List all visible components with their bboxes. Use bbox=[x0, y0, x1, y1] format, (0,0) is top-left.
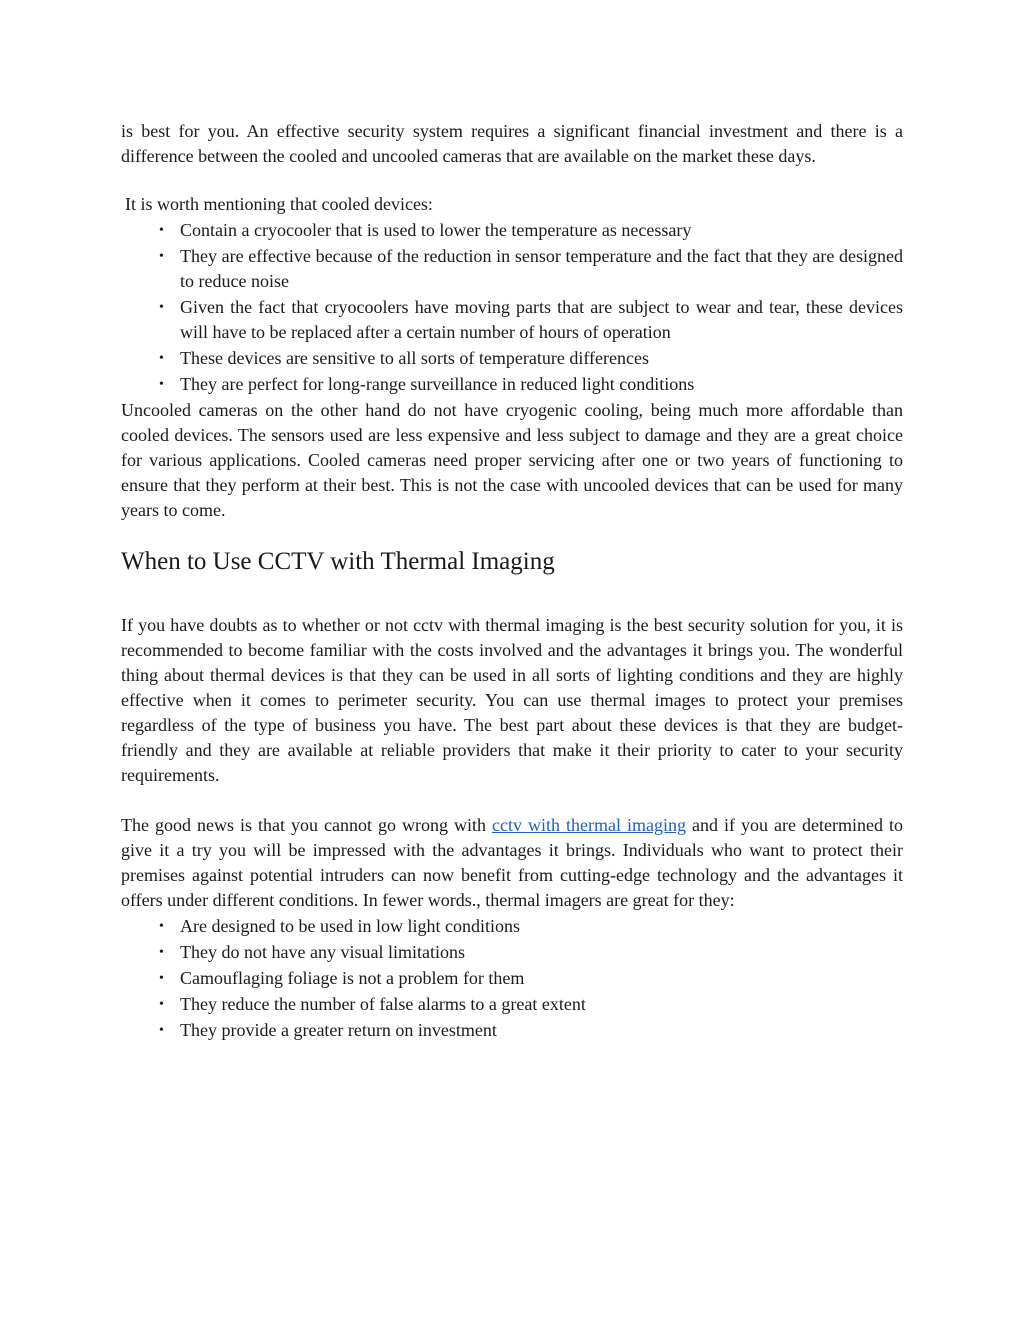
section-heading: When to Use CCTV with Thermal Imaging bbox=[121, 548, 555, 575]
list-item: • These devices are sensitive to all sorts of temperature differences bbox=[121, 346, 903, 371]
cctv-thermal-imaging-link[interactable]: cctv with thermal imaging bbox=[492, 815, 687, 835]
list-item: • They are perfect for long-range surveillance in reduced light conditions bbox=[121, 372, 903, 397]
list-item: • They reduce the number of false alarms to a great extent bbox=[121, 992, 903, 1017]
bullet-icon: • bbox=[159, 223, 164, 238]
list-item: • They provide a greater return on investment bbox=[121, 1018, 903, 1043]
bullet-icon: • bbox=[159, 249, 164, 264]
list-item: • Are designed to be used in low light conditions bbox=[121, 914, 903, 939]
bullet-icon: • bbox=[159, 919, 164, 934]
bullet-icon: • bbox=[159, 971, 164, 986]
intro-paragraph: is best for you. An effective security system requires a significant financial investment and there is a difference between the cooled and uncooled cameras that are available on the market these days. bbox=[121, 121, 903, 166]
bullet-icon: • bbox=[159, 377, 164, 392]
cooled-devices-intro: It is worth mentioning that cooled devices: bbox=[125, 194, 433, 214]
bullet-icon: • bbox=[159, 945, 164, 960]
bullet-icon: • bbox=[159, 1023, 164, 1038]
list-item: • Camouflaging foliage is not a problem for them bbox=[121, 966, 903, 991]
list-item: • Contain a cryocooler that is used to lower the temperature as necessary bbox=[121, 218, 903, 243]
uncooled-paragraph: Uncooled cameras on the other hand do not have cryogenic cooling, being much more affordable than cooled devices. The sensors used are less expensive and less subject to damage and they are a great choice for various applications. Cooled cameras need proper servicing after one or two years of functioning to ensure that they perform at their best. This is not the case with uncooled devices that can be used for many years to come. bbox=[121, 400, 903, 520]
list-item: • Given the fact that cryocoolers have moving parts that are subject to wear and tear, these devices will have to be replaced after a certain number of hours of operation bbox=[159, 297, 903, 342]
good-news-paragraph: The good news is that you cannot go wrong with cctv with thermal imaging and if you are determined to give it a try you will be impressed with the advantages it brings. Individuals who want to protect their premises against potential intruders can now benefit from cutting-edge technology and the advantages it offers under different conditions. In fewer words., thermal imagers are great for they: bbox=[121, 815, 903, 910]
bullet-icon: • bbox=[159, 300, 164, 315]
bullet-icon: • bbox=[159, 997, 164, 1012]
document-body bbox=[121, 119, 903, 1044]
list-item: • They are effective because of the reduction in sensor temperature and the fact that they are designed to reduce noise bbox=[159, 246, 903, 291]
thermal-imagers-list bbox=[121, 914, 903, 1043]
list-item: • They do not have any visual limitations bbox=[121, 940, 903, 965]
bullet-icon: • bbox=[159, 351, 164, 366]
cooled-devices-list bbox=[121, 218, 903, 397]
doubts-paragraph: If you have doubts as to whether or not cctv with thermal imaging is the best security solution for you, it is recommended to become familiar with the costs involved and the advantages it brings you. The wonderful thing about thermal devices is that they can be used in all sorts of lighting conditions and they are highly effective when it comes to perimeter security. You can use thermal images to protect your premises regardless of the type of business you have. The best part about these devices is that they are budget-friendly and they are available at reliable providers that make it their priority to cater to your security requirements. bbox=[121, 615, 903, 785]
